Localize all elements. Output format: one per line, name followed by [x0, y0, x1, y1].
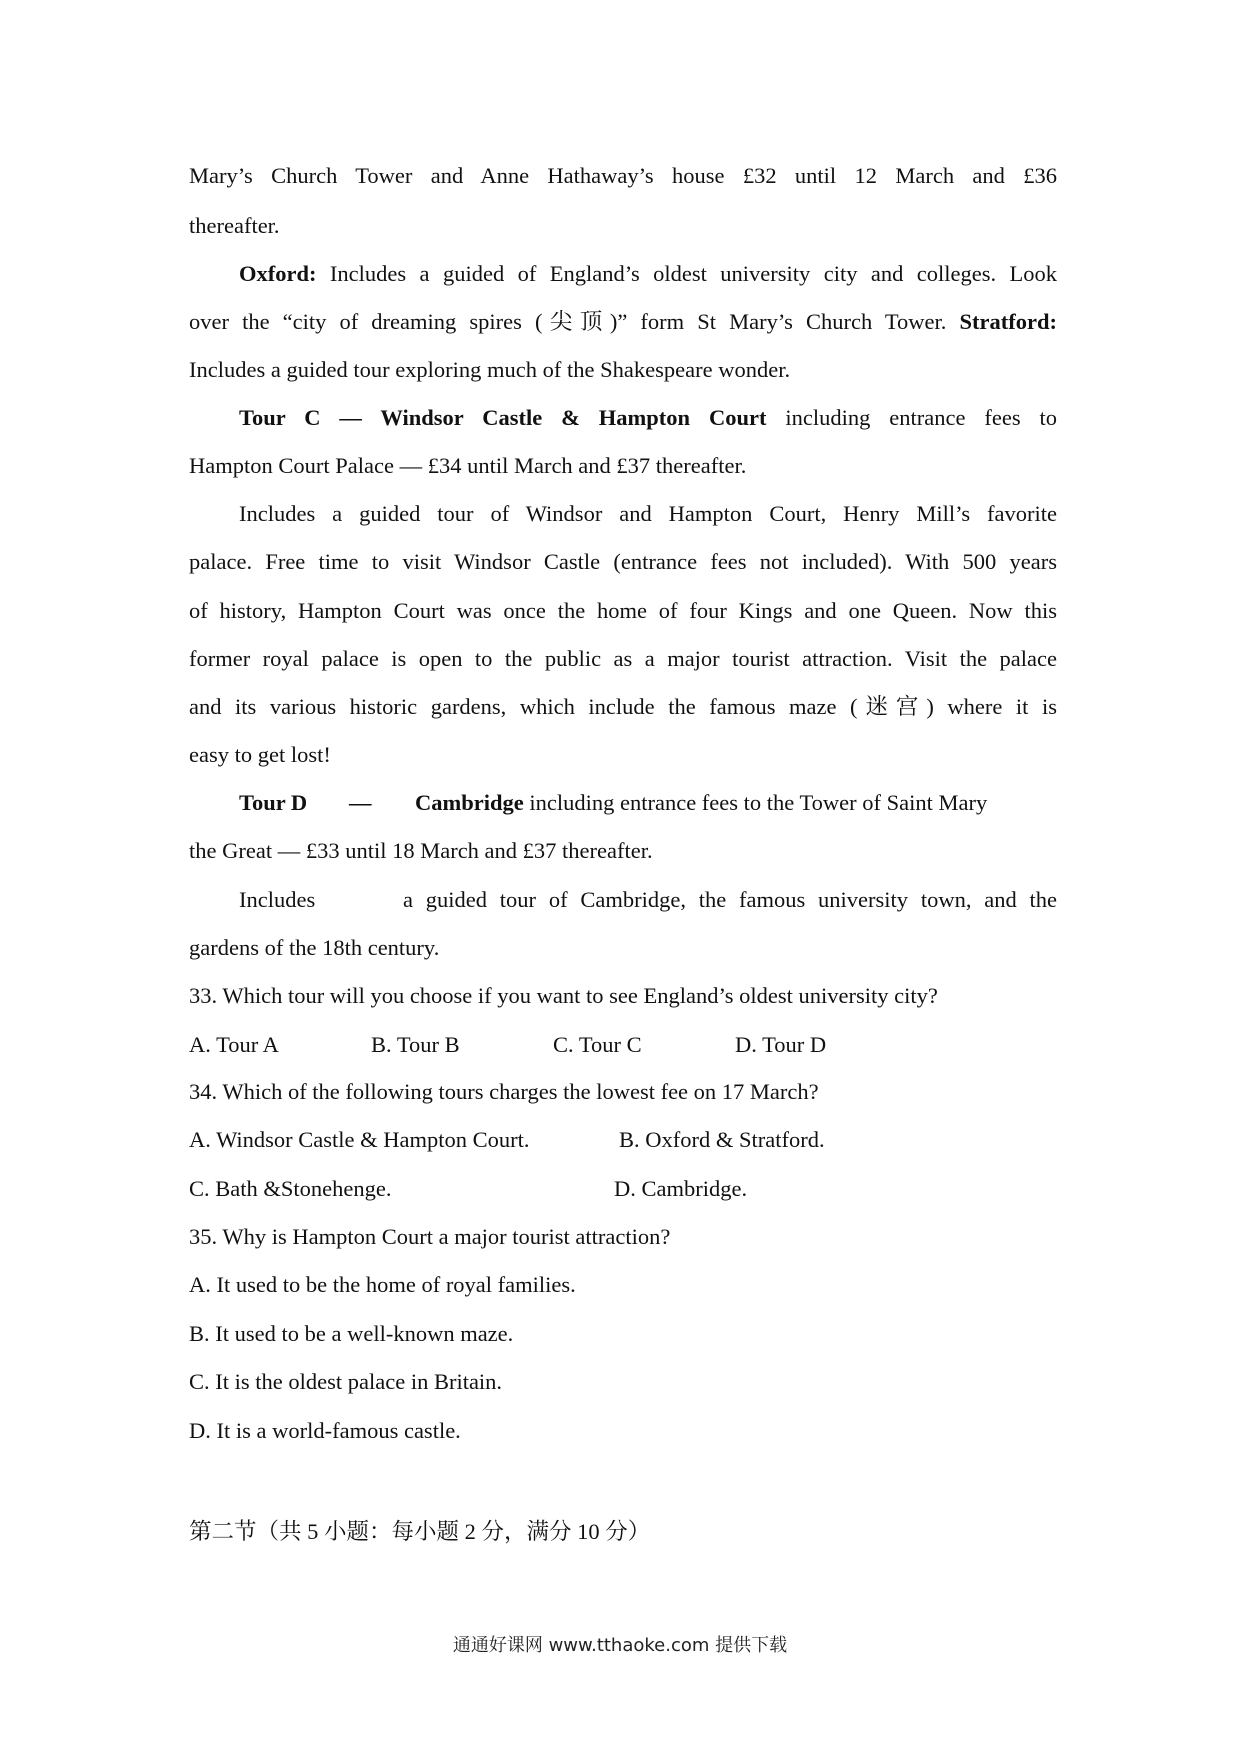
- tour-c-heading: [239, 403, 1057, 433]
- section-heading: 第二节（共 5 小题：每小题 2 分，满分 10 分）: [189, 1519, 651, 1544]
- tour-d-title-a: Tour D: [239, 790, 308, 815]
- tour-d-price: the Great — £33 until 18 March and £37 thereafter.: [189, 838, 653, 863]
- option-c: C. Tour C: [553, 1032, 642, 1057]
- question-34: 34. Which of the following tours charges the lowest fee on 17 March?: [189, 1079, 819, 1104]
- tour-c-desc-line: of history, Hampton Court was once the home of four Kings and one Queen. Now this: [189, 598, 1057, 623]
- tour-d-desc-a: Includes: [239, 887, 316, 912]
- passage-line: Mary’s Church Tower and Anne Hathaway’s house £32 until 12 March and £36: [189, 163, 1057, 188]
- tour-c-title-rest: including entrance fees to: [785, 405, 1058, 430]
- tour-c-title: Tour C — Windsor Castle & Hampton Court: [239, 405, 767, 430]
- question-35: 35. Why is Hampton Court a major tourist attraction?: [189, 1224, 671, 1249]
- question-33: 33. Which tour will you choose if you want to see England’s oldest university city?: [189, 983, 938, 1008]
- oxford-text: Includes a guided of England’s oldest university city and colleges. Look: [329, 261, 1058, 286]
- oxford-label: Oxford:: [239, 261, 317, 286]
- tour-d-title-line: [415, 788, 987, 818]
- tour-d-dash: —: [349, 790, 372, 815]
- footer-watermark: 通通好课网 www.tthaoke.com 提供下载: [452, 1635, 788, 1656]
- tour-c-desc-line: easy to get lost!: [189, 742, 331, 767]
- stratford-text: Includes a guided tour exploring much of the Shakespeare wonder.: [189, 357, 791, 382]
- tour-c-desc-line: former royal palace is open to the public as a major tourist attraction. Visit the palace: [189, 646, 1057, 671]
- oxford-paragraph-line: [189, 307, 1057, 337]
- stratford-label: Stratford:: [959, 309, 1057, 334]
- tour-c-desc-line: palace. Free time to visit Windsor Castle (entrance fees not included). With 500 years: [189, 549, 1057, 574]
- tour-c-desc-line: Includes a guided tour of Windsor and Hampton Court, Henry Mill’s favorite: [239, 501, 1057, 526]
- tour-c-price: Hampton Court Palace — £34 until March and £37 thereafter.: [189, 453, 747, 478]
- option-a: A. Tour A: [189, 1032, 279, 1057]
- option-d: D. Tour D: [735, 1032, 827, 1057]
- option-b: B. Oxford & Stratford.: [619, 1127, 825, 1152]
- option-a: A. Windsor Castle & Hampton Court.: [189, 1127, 530, 1152]
- tour-d-heading: [239, 788, 1057, 818]
- option-c: C. Bath &Stonehenge.: [189, 1176, 392, 1201]
- tour-d-title-b: Cambridge: [415, 790, 524, 815]
- option-b: B. Tour B: [371, 1032, 460, 1057]
- tour-d-desc-b: a guided tour of Cambridge, the famous university town, and the: [403, 887, 1057, 912]
- tour-d-desc-c: gardens of the 18th century.: [189, 935, 440, 960]
- option-c: C. It is the oldest palace in Britain.: [189, 1369, 503, 1394]
- tour-d-title-rest: including entrance fees to the Tower of Saint Mary: [529, 790, 988, 815]
- oxford-paragraph: [239, 259, 1057, 289]
- option-a: A. It used to be the home of royal families.: [189, 1272, 576, 1297]
- tour-d-desc: [239, 885, 1057, 915]
- tour-c-desc-line: and its various historic gardens, which include the famous maze (迷宫) where it is: [189, 694, 1057, 719]
- option-d: D. Cambridge.: [614, 1176, 748, 1201]
- option-d: D. It is a world-famous castle.: [189, 1418, 461, 1443]
- option-b: B. It used to be a well-known maze.: [189, 1321, 514, 1346]
- passage-line: thereafter.: [189, 213, 280, 238]
- oxford-text: over the “city of dreaming spires (尖顶)” form St Mary’s Church Tower.: [189, 309, 947, 334]
